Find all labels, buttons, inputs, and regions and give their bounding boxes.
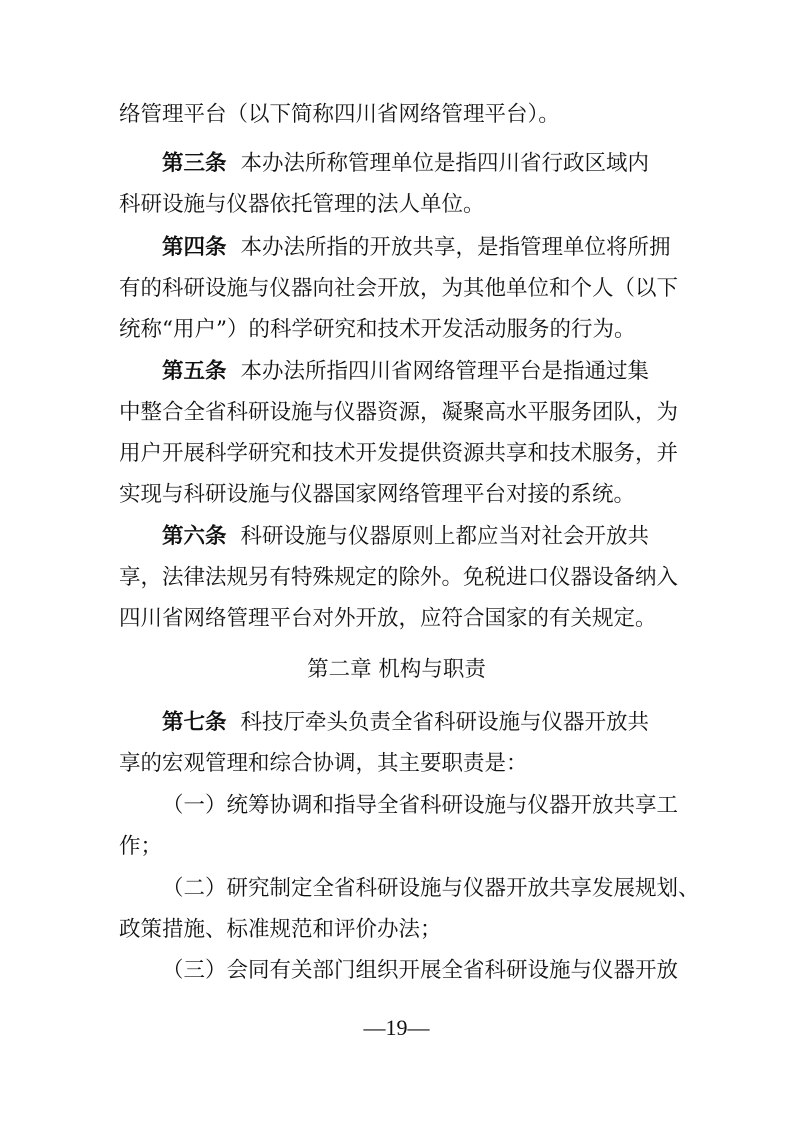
article-label: 第七条 xyxy=(162,710,227,735)
text-line: 中整合全省科研设施与仪器资源，凝聚高水平服务团队，为 xyxy=(119,400,679,425)
article-text: 科技厅牵头负责全省科研设施与仪器开放共 xyxy=(240,710,650,735)
text-line: 享的宏观管理和综合协调，其主要职责是： xyxy=(119,751,528,776)
text-line: 享，法律法规另有特殊规定的除外。免税进口仪器设备纳入 xyxy=(119,565,679,590)
article-label: 第三条 xyxy=(162,151,227,176)
list-item: （一）统筹协调和指导全省科研设施与仪器开放共享工 xyxy=(162,793,679,818)
article-text: 本办法所称管理单位是指四川省行政区域内 xyxy=(240,151,650,176)
article-label: 第五条 xyxy=(162,359,227,384)
text-line: 四川省网络管理平台对外开放，应符合国家的有关规定。 xyxy=(119,606,657,631)
text-line: 用户开展科学研究和技术开发提供资源共享和技术服务，并 xyxy=(119,441,679,466)
article-text: 本办法所指的开放共享，是指管理单位将所拥 xyxy=(240,235,671,260)
article-4 xyxy=(0,228,793,268)
text-line: 科研设施与仪器依托管理的法人单位。 xyxy=(119,192,485,217)
text-line: 统称“用户”）的科学研究和技术开发活动服务的行为。 xyxy=(119,317,636,342)
text-line: 作； xyxy=(119,834,163,859)
article-label: 第四条 xyxy=(162,235,227,260)
text-line: 实现与科研设施与仪器国家网络管理平台对接的系统。 xyxy=(119,482,636,507)
article-text: 科研设施与仪器原则上都应当对社会开放共 xyxy=(240,524,650,549)
text-line: 政策措施、标准规范和评价办法； xyxy=(119,917,442,942)
article-label: 第六条 xyxy=(162,524,227,549)
text-line: 络管理平台（以下简称四川省网络管理平台）。 xyxy=(119,102,560,127)
chapter-title: 第二章 机构与职责 xyxy=(307,657,486,682)
article-7 xyxy=(0,703,793,743)
page-number: —19— xyxy=(363,1015,430,1040)
article-3 xyxy=(0,144,793,184)
list-item: （三）会同有关部门组织开展全省科研设施与仪器开放 xyxy=(162,958,679,983)
text-line: 有的科研设施与仪器向社会开放，为其他单位和个人（以下 xyxy=(119,276,679,301)
article-text: 本办法所指四川省网络管理平台是指通过集 xyxy=(240,359,650,384)
article-6 xyxy=(0,517,793,557)
article-5 xyxy=(0,352,793,392)
list-item: （二）研究制定全省科研设施与仪器开放共享发展规划、 xyxy=(162,876,700,901)
